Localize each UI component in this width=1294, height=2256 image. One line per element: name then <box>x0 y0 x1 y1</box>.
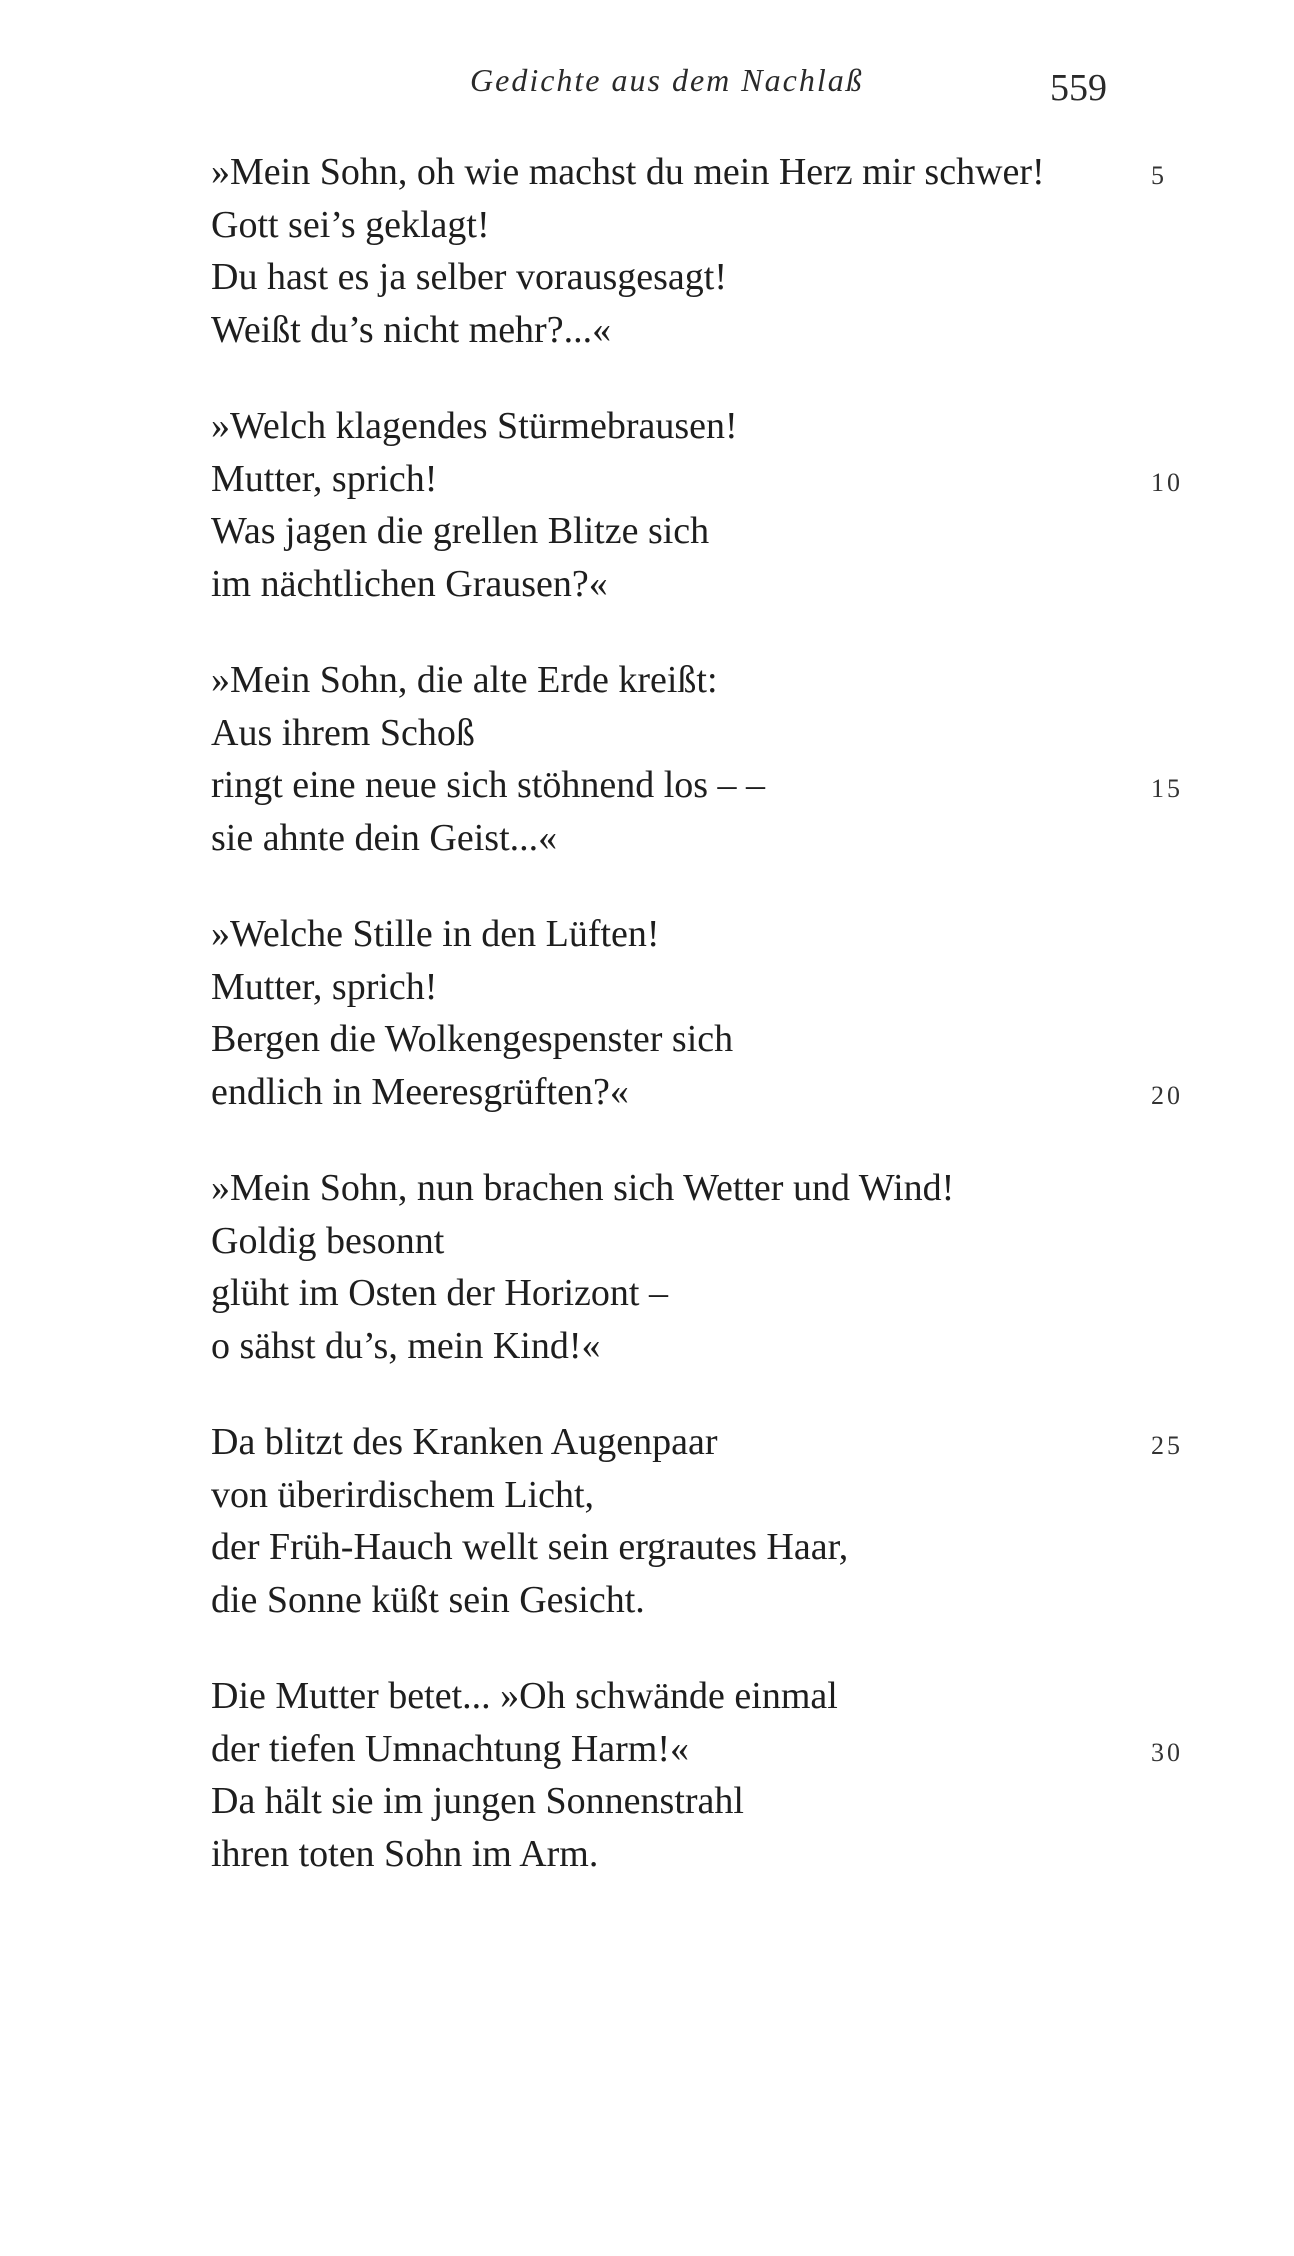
line-text: »Mein Sohn, oh wie machst du mein Herz mir schwer! <box>211 151 1045 193</box>
stanza <box>211 1162 1191 1372</box>
line-number: 20 <box>1151 1080 1183 1110</box>
stanza <box>211 654 1191 864</box>
poem-line <box>211 1066 1191 1119</box>
line-text: Goldig besonnt <box>211 1219 445 1262</box>
poem-line <box>211 654 1191 707</box>
poem-line <box>211 505 1191 558</box>
line-text: Was jagen die grellen Blitze sich <box>211 510 710 552</box>
line-text: im nächtlichen Grausen?« <box>211 562 608 605</box>
poem-line <box>211 1469 1191 1522</box>
line-text: Mutter, sprich! <box>211 457 438 500</box>
line-text: die Sonne küßt sein Gesicht. <box>211 1578 645 1621</box>
poem-line <box>211 1162 1191 1215</box>
poem-line <box>211 1215 1191 1268</box>
line-text: »Mein Sohn, die alte Erde kreißt: <box>211 659 718 701</box>
line-number: 10 <box>1151 467 1183 497</box>
stanza <box>211 146 1191 356</box>
running-title: Gedichte aus dem Nachlaß <box>470 62 864 98</box>
stanza <box>211 908 1191 1118</box>
line-text: »Mein Sohn, nun brachen sich Wetter und Wind! <box>211 1167 955 1209</box>
poem-line <box>211 1267 1191 1320</box>
page-number: 559 <box>1050 67 1107 109</box>
line-text: ringt eine neue sich stöhnend los – – <box>211 764 766 806</box>
poem-line <box>211 961 1191 1014</box>
line-text: »Welche Stille in den Lüften! <box>211 913 660 955</box>
line-text: von überirdischem Licht, <box>211 1473 595 1516</box>
poem-line <box>211 1521 1191 1574</box>
line-text: Aus ihrem Schoß <box>211 711 475 754</box>
line-text: »Welch klagendes Stürmebrausen! <box>211 405 738 447</box>
line-number: 25 <box>1151 1431 1183 1460</box>
stanza <box>211 1670 1191 1880</box>
poem-line <box>211 1775 1191 1828</box>
poem-line <box>211 146 1191 199</box>
line-text: der Früh-Hauch wellt sein ergrautes Haar, <box>211 1526 849 1568</box>
line-text: glüht im Osten der Horizont – <box>211 1272 668 1314</box>
line-number: 5 <box>1151 161 1167 190</box>
line-text: sie ahnte dein Geist...« <box>211 816 558 859</box>
line-text: Die Mutter betet... »Oh schwände einmal <box>211 1675 838 1717</box>
poem-line <box>211 400 1191 453</box>
poem-line <box>211 707 1191 760</box>
stanza <box>211 1416 1191 1626</box>
line-text: der tiefen Umnachtung Harm!« <box>211 1727 689 1770</box>
poem-line <box>211 759 1191 812</box>
line-text: endlich in Meeresgrüften?« <box>211 1070 629 1113</box>
line-text: Du hast es ja selber vorausgesagt! <box>211 256 728 298</box>
line-number: 15 <box>1151 774 1183 803</box>
poem-line <box>211 908 1191 961</box>
poem-line <box>211 199 1191 252</box>
poem-line <box>211 1574 1191 1627</box>
poem-line <box>211 453 1191 506</box>
poem-line <box>211 1320 1191 1373</box>
poem-line <box>211 812 1191 865</box>
line-text: ihren toten Sohn im Arm. <box>211 1832 599 1875</box>
line-number: 30 <box>1151 1737 1183 1767</box>
poem-line <box>211 1416 1191 1469</box>
line-text: Bergen die Wolkengespenster sich <box>211 1018 734 1060</box>
line-text: Gott sei’s geklagt! <box>211 203 490 246</box>
line-text: Mutter, sprich! <box>211 965 438 1008</box>
stanza <box>211 400 1191 610</box>
poem <box>211 146 1191 1924</box>
poem-line <box>211 1670 1191 1723</box>
poem-line <box>211 1828 1191 1881</box>
poem-line <box>211 251 1191 304</box>
poem-line <box>211 1013 1191 1066</box>
poem-line <box>211 1723 1191 1776</box>
line-text: Weißt du’s nicht mehr?...« <box>211 308 612 351</box>
poem-line <box>211 558 1191 611</box>
line-text: Da hält sie im jungen Sonnenstrahl <box>211 1780 744 1822</box>
poem-line <box>211 304 1191 357</box>
line-text: Da blitzt des Kranken Augenpaar <box>211 1421 718 1463</box>
line-text: o sähst du’s, mein Kind!« <box>211 1324 601 1367</box>
